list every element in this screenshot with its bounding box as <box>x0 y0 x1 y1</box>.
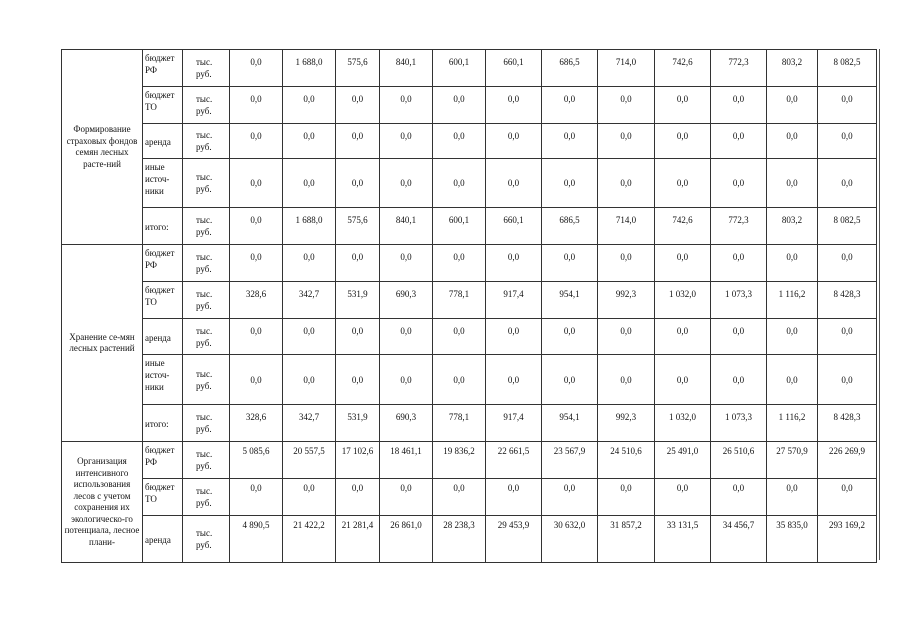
table-row <box>62 442 877 479</box>
value-cell: 0,0 <box>655 319 711 355</box>
value-cell: 531,9 <box>336 282 380 319</box>
unit-cell: тыс. руб. <box>183 355 230 405</box>
value-cell: 575,6 <box>336 50 380 87</box>
table-row <box>62 516 877 563</box>
value-cell: 917,4 <box>486 282 542 319</box>
value-cell: 19 836,2 <box>433 442 486 479</box>
value-cell: 20 557,5 <box>283 442 336 479</box>
value-cell: 0,0 <box>283 124 336 159</box>
value-cell: 0,0 <box>336 159 380 208</box>
value-cell: 22 661,5 <box>486 442 542 479</box>
value-cell: 0,0 <box>336 319 380 355</box>
value-cell: 0,0 <box>230 479 283 516</box>
unit-cell: тыс. руб. <box>183 87 230 124</box>
value-cell: 1 116,2 <box>767 405 818 442</box>
value-cell: 772,3 <box>711 208 767 245</box>
value-cell: 21 281,4 <box>336 516 380 563</box>
value-cell: 0,0 <box>542 245 598 282</box>
value-cell: 0,0 <box>542 124 598 159</box>
value-cell: 21 422,2 <box>283 516 336 563</box>
value-cell: 8 082,5 <box>818 208 877 245</box>
table-body <box>62 50 877 563</box>
activity-name-cell: Организация интенсивного использования лесов с учетом сохранения их экологическо-го потенциала, лесное плани- <box>62 442 143 563</box>
value-cell: 0,0 <box>230 87 283 124</box>
value-cell: 0,0 <box>283 87 336 124</box>
table-row <box>62 50 877 87</box>
value-cell: 686,5 <box>542 208 598 245</box>
value-cell: 17 102,6 <box>336 442 380 479</box>
value-cell: 0,0 <box>598 479 655 516</box>
value-cell: 8 428,3 <box>818 282 877 319</box>
value-cell: 23 567,9 <box>542 442 598 479</box>
value-cell: 0,0 <box>711 355 767 405</box>
funding-source-cell: аренда <box>143 516 183 563</box>
value-cell: 0,0 <box>655 87 711 124</box>
value-cell: 0,0 <box>542 355 598 405</box>
value-cell: 0,0 <box>336 124 380 159</box>
unit-cell: тыс. руб. <box>183 516 230 563</box>
value-cell: 1 688,0 <box>283 208 336 245</box>
table-row <box>62 355 877 405</box>
value-cell: 0,0 <box>230 50 283 87</box>
table-row <box>62 87 877 124</box>
value-cell: 328,6 <box>230 405 283 442</box>
value-cell: 0,0 <box>655 245 711 282</box>
unit-cell: тыс. руб. <box>183 319 230 355</box>
value-cell: 778,1 <box>433 405 486 442</box>
value-cell: 0,0 <box>433 355 486 405</box>
value-cell: 714,0 <box>598 208 655 245</box>
value-cell: 26 861,0 <box>380 516 433 563</box>
value-cell: 0,0 <box>818 159 877 208</box>
funding-source-cell: итого: <box>143 405 183 442</box>
page-edge-line <box>879 49 880 560</box>
value-cell: 0,0 <box>433 124 486 159</box>
value-cell: 0,0 <box>433 319 486 355</box>
table-row <box>62 208 877 245</box>
value-cell: 531,9 <box>336 405 380 442</box>
value-cell: 0,0 <box>230 245 283 282</box>
value-cell: 992,3 <box>598 282 655 319</box>
unit-cell: тыс. руб. <box>183 208 230 245</box>
budget-table <box>61 49 877 563</box>
funding-source-cell: бюджет ТО <box>143 479 183 516</box>
value-cell: 0,0 <box>598 87 655 124</box>
value-cell: 1 116,2 <box>767 282 818 319</box>
value-cell: 0,0 <box>486 245 542 282</box>
value-cell: 29 453,9 <box>486 516 542 563</box>
value-cell: 0,0 <box>818 87 877 124</box>
unit-cell: тыс. руб. <box>183 405 230 442</box>
value-cell: 778,1 <box>433 282 486 319</box>
value-cell: 18 461,1 <box>380 442 433 479</box>
value-cell: 954,1 <box>542 282 598 319</box>
value-cell: 0,0 <box>542 319 598 355</box>
value-cell: 660,1 <box>486 50 542 87</box>
table-row <box>62 124 877 159</box>
value-cell: 840,1 <box>380 50 433 87</box>
value-cell: 0,0 <box>767 87 818 124</box>
unit-cell: тыс. руб. <box>183 124 230 159</box>
value-cell: 0,0 <box>380 479 433 516</box>
unit-cell: тыс. руб. <box>183 282 230 319</box>
value-cell: 1 032,0 <box>655 282 711 319</box>
value-cell: 0,0 <box>433 159 486 208</box>
value-cell: 328,6 <box>230 282 283 319</box>
value-cell: 0,0 <box>336 245 380 282</box>
value-cell: 0,0 <box>230 208 283 245</box>
value-cell: 4 890,5 <box>230 516 283 563</box>
value-cell: 0,0 <box>711 479 767 516</box>
value-cell: 31 857,2 <box>598 516 655 563</box>
value-cell: 0,0 <box>336 479 380 516</box>
activity-name-cell: Хранение се-мян лесных растений <box>62 245 143 442</box>
value-cell: 0,0 <box>283 245 336 282</box>
budget-table-page <box>61 49 876 563</box>
value-cell: 0,0 <box>433 87 486 124</box>
value-cell: 0,0 <box>433 245 486 282</box>
value-cell: 0,0 <box>655 479 711 516</box>
value-cell: 803,2 <box>767 50 818 87</box>
value-cell: 24 510,6 <box>598 442 655 479</box>
funding-source-cell: аренда <box>143 319 183 355</box>
unit-cell: тыс. руб. <box>183 50 230 87</box>
value-cell: 992,3 <box>598 405 655 442</box>
value-cell: 803,2 <box>767 208 818 245</box>
value-cell: 0,0 <box>486 159 542 208</box>
value-cell: 342,7 <box>283 282 336 319</box>
value-cell: 0,0 <box>767 479 818 516</box>
value-cell: 0,0 <box>655 355 711 405</box>
funding-source-cell: бюджет РФ <box>143 50 183 87</box>
value-cell: 0,0 <box>655 124 711 159</box>
value-cell: 0,0 <box>283 479 336 516</box>
value-cell: 660,1 <box>486 208 542 245</box>
value-cell: 0,0 <box>598 245 655 282</box>
table-row <box>62 282 877 319</box>
value-cell: 30 632,0 <box>542 516 598 563</box>
value-cell: 0,0 <box>818 245 877 282</box>
value-cell: 35 835,0 <box>767 516 818 563</box>
value-cell: 226 269,9 <box>818 442 877 479</box>
value-cell: 33 131,5 <box>655 516 711 563</box>
value-cell: 342,7 <box>283 405 336 442</box>
value-cell: 1 073,3 <box>711 405 767 442</box>
value-cell: 0,0 <box>818 479 877 516</box>
value-cell: 0,0 <box>380 245 433 282</box>
table-row <box>62 245 877 282</box>
funding-source-cell: иные источ-ники <box>143 159 183 208</box>
value-cell: 0,0 <box>711 124 767 159</box>
value-cell: 0,0 <box>380 355 433 405</box>
value-cell: 714,0 <box>598 50 655 87</box>
value-cell: 0,0 <box>486 355 542 405</box>
value-cell: 575,6 <box>336 208 380 245</box>
table-row <box>62 405 877 442</box>
value-cell: 8 082,5 <box>818 50 877 87</box>
value-cell: 1 073,3 <box>711 282 767 319</box>
value-cell: 0,0 <box>767 245 818 282</box>
value-cell: 1 032,0 <box>655 405 711 442</box>
unit-cell: тыс. руб. <box>183 479 230 516</box>
value-cell: 600,1 <box>433 208 486 245</box>
value-cell: 0,0 <box>380 87 433 124</box>
value-cell: 5 085,6 <box>230 442 283 479</box>
value-cell: 0,0 <box>283 319 336 355</box>
value-cell: 1 688,0 <box>283 50 336 87</box>
value-cell: 0,0 <box>380 319 433 355</box>
value-cell: 0,0 <box>598 124 655 159</box>
funding-source-cell: иные источ-ники <box>143 355 183 405</box>
value-cell: 0,0 <box>818 355 877 405</box>
value-cell: 293 169,2 <box>818 516 877 563</box>
value-cell: 0,0 <box>767 319 818 355</box>
table-row <box>62 479 877 516</box>
value-cell: 25 491,0 <box>655 442 711 479</box>
funding-source-cell: бюджет РФ <box>143 442 183 479</box>
value-cell: 0,0 <box>767 159 818 208</box>
value-cell: 8 428,3 <box>818 405 877 442</box>
value-cell: 0,0 <box>230 124 283 159</box>
funding-source-cell: бюджет РФ <box>143 245 183 282</box>
value-cell: 0,0 <box>230 159 283 208</box>
value-cell: 742,6 <box>655 208 711 245</box>
value-cell: 0,0 <box>711 245 767 282</box>
value-cell: 686,5 <box>542 50 598 87</box>
value-cell: 0,0 <box>283 159 336 208</box>
value-cell: 0,0 <box>711 87 767 124</box>
value-cell: 0,0 <box>818 124 877 159</box>
value-cell: 690,3 <box>380 405 433 442</box>
value-cell: 0,0 <box>336 355 380 405</box>
value-cell: 0,0 <box>283 355 336 405</box>
value-cell: 0,0 <box>767 355 818 405</box>
funding-source-cell: бюджет ТО <box>143 282 183 319</box>
value-cell: 0,0 <box>542 87 598 124</box>
value-cell: 0,0 <box>655 159 711 208</box>
value-cell: 0,0 <box>336 87 380 124</box>
funding-source-cell: итого: <box>143 208 183 245</box>
value-cell: 0,0 <box>818 319 877 355</box>
value-cell: 0,0 <box>486 319 542 355</box>
value-cell: 0,0 <box>598 355 655 405</box>
value-cell: 34 456,7 <box>711 516 767 563</box>
value-cell: 0,0 <box>230 319 283 355</box>
value-cell: 0,0 <box>598 319 655 355</box>
value-cell: 0,0 <box>380 124 433 159</box>
unit-cell: тыс. руб. <box>183 245 230 282</box>
unit-cell: тыс. руб. <box>183 159 230 208</box>
value-cell: 26 510,6 <box>711 442 767 479</box>
value-cell: 0,0 <box>542 159 598 208</box>
funding-source-cell: аренда <box>143 124 183 159</box>
value-cell: 600,1 <box>433 50 486 87</box>
value-cell: 0,0 <box>486 124 542 159</box>
unit-cell: тыс. руб. <box>183 442 230 479</box>
value-cell: 0,0 <box>230 355 283 405</box>
value-cell: 28 238,3 <box>433 516 486 563</box>
value-cell: 0,0 <box>711 319 767 355</box>
value-cell: 0,0 <box>486 479 542 516</box>
value-cell: 954,1 <box>542 405 598 442</box>
value-cell: 0,0 <box>767 124 818 159</box>
table-row <box>62 159 877 208</box>
value-cell: 0,0 <box>486 87 542 124</box>
activity-name-cell: Формирование страховых фондов семян лесных расте-ний <box>62 50 143 245</box>
value-cell: 0,0 <box>433 479 486 516</box>
value-cell: 690,3 <box>380 282 433 319</box>
value-cell: 0,0 <box>598 159 655 208</box>
table-row <box>62 319 877 355</box>
funding-source-cell: бюджет ТО <box>143 87 183 124</box>
value-cell: 0,0 <box>380 159 433 208</box>
value-cell: 772,3 <box>711 50 767 87</box>
value-cell: 917,4 <box>486 405 542 442</box>
value-cell: 0,0 <box>711 159 767 208</box>
value-cell: 840,1 <box>380 208 433 245</box>
value-cell: 742,6 <box>655 50 711 87</box>
value-cell: 27 570,9 <box>767 442 818 479</box>
value-cell: 0,0 <box>542 479 598 516</box>
